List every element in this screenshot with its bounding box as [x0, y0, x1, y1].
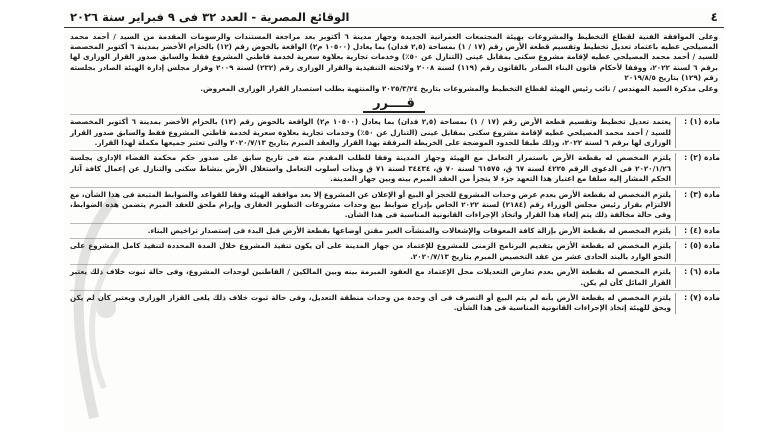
article-text: يلتزم المخصص له بقطعة الأرض بعدم تعارض التعديلات محل الإعتماد مع العقود المبرمة بينه وبين المالكين / القاطنين لوحدات المشروع، وفى حالة ثبوت خلاف ذلك يعتبر القرار المائل كأن لم يكن. [70, 267, 671, 287]
article-text: يعتمد تعديل تخطيط وتقسيم قطعة الأرض رقم (١٧ / ١) بمساحة (٢,٥ فدان) بما يعادل (١٠٥٠٠ م٢) الواقعة بالحوض رقم (١٢) بالحزام الأخضر بمدينة ٦ أكتوبر المخصصة للسيد / أحمد محمد المصيلحي عطيه لإقامة مشروع سكنى بمقابل عينى (التنازل عن ٥٠٪) وخدمات تجارية بعلاوة سعرية لخدمة قاطني المشروع فقط والسابق صدور القرار الوزارى لها برقم ٦ لسنة ٢٠٢٢، وذلك طبقا للحدود الموضحة على الخريطة المرفقة بهذا القرار والعقد المبرم بتاريخ ٢٠٢٠/٧/١٣ والتى تعتبر جميعها مكملة لهذا القرار. [70, 117, 672, 148]
article-label: مادة (٣) : [675, 190, 720, 221]
article-text: يلتزم المخصص له بقطعة الأرض بتقديم البرنامج الزمنى للمشروع للإعتماد من جهاز المدينة على أن يكون تنفيذ المشروع خلال المدة المحددة لتنفيذ كامل المشروع على النحو الوارد بالبند الحادى عشر من عقد التخصيص المبرم بتاريخ ٢٠٢٠/٧/١٣. [70, 241, 671, 261]
preamble [64, 28, 724, 94]
gazette-title: الوقائع المصرية - العدد ٣٢ فى ٩ فبراير سنة ٢٠٢٦ [70, 10, 350, 24]
article-1 [70, 114, 720, 148]
article-label: مادة (١) : [675, 117, 720, 148]
article-label: مادة (٢) : [675, 153, 720, 184]
gazette-page [64, 8, 724, 432]
page-header [64, 8, 724, 28]
article-5 [70, 238, 720, 262]
article-text: يلتزم المخصص له بقطعة الأرض بأنه لم يتم البيع أو التصرف فى أى وحدة من وحدات منطقة التعديل، وفى حالة ثبوت خلاف ذلك يلغى القرار الوزارى ويعتبر كأن لم يكن ويحق للهيئة إتخاذ الإجراءات القانونية المناسبة فى هذا الشأن. [70, 292, 671, 313]
decides-heading: قــــرر [64, 96, 724, 111]
article-label: مادة (٧) : [675, 293, 720, 314]
article-text: يلتزم المخصص له بقطعة الأرض بعدم عرض وحدات المشروع للحجز أو البيع أو الإعلان عن المشروع إلا بعد موافقة الهيئة وفقا للقواعد والضوابط المتبعة فى هذا الشأن، مع الالتزام بقرار رئيس مجلس الوزراء رقم (٢١٨٤) لسنة ٢٠٢٢ الخاص بإدراج ضوابط بيع وحدات مشروعات التطوير العقارى وإبرام ملحق للعقد المبرم يتضمن هذه الضوابط، وفى حالة مخالفة ذلك يتم إلغاء هذا القرار واتخاذ الإجراءات القانونية المناسبة فى هذا الشأن. [70, 189, 671, 220]
articles-list [64, 114, 724, 314]
article-text: يلتزم المخصص له بقطعة الأرض باستمرار التعامل مع الهيئة وجهاز المدينة وفقا للطلب المقدم منه فى تاريخ سابق على صدور حكم محكمة القضاء الإدارى بجلسة ٢٠٢٠/١/٢٦ فى الدعوى الرقم ٤٢٢٥ لسنة ٦٧ ق، ٦١٥٧٥ لسنة ٧٠ ق، ٣٤٤٣٤ لسنة ٧١ ق وبذات أسلوب التعامل واستغلال الأرض بنشاط سكنى والتنازل عن إعمال كافة آثار الحكم المشار إليه سلفا مع اعتبار هذا التعهد جزء لا يتجزأ من العقد المبرم بينه وبين جهاز المدينة. [70, 153, 672, 184]
article-4 [70, 223, 720, 236]
article-label: مادة (٤) : [675, 226, 720, 236]
article-label: مادة (٦) : [675, 267, 720, 288]
article-2 [70, 150, 720, 184]
page-number: ٤ [710, 10, 718, 24]
watermark-emblem-icon [64, 188, 124, 428]
article-label: مادة (٥) : [675, 241, 720, 262]
preamble-paragraph: وعلى الموافقة الفنية لقطاع التخطيط والمشروعات بهيئة المجتمعات العمرانية الجديدة وجهاز مدينة ٦ أكتوبر بعد مراجعة المستندات والرسومات المقدمة من السيد / أحمد محمد المصيلحي عطيه باعتماد تعديل تخطيط وتقسيم قطعة الأرض رقم (١٧ / ١) بمساحة (٢,٥ فدان) بما يعادل (١٠٥٠٠ م٢) الواقعة بالحوض رقم (١٢) بالحزام الأخضر بمدينة ٦ أكتوبر المخصصة للسيد / أحمد محمد المصيلحي عطيه لإقامة مشروع سكنى بمقابل عينى (التنازل عن ٥٠٪) وخدمات تجارية بعلاوة سعرية لخدمة قاطني المشروع فقط والسابق صدور القرار الوزارى لها برقم ٦ لسنة ٢٠٢٢، ووفقا لأحكام قانون البناء الصادر بالقانون رقم (١١٩) لسنة ٢٠٠٨ ولائحته التنفيذية والقرار الوزارى رقم (٢٣٢) لسنة ٢٠٠٩ وقرار مجلس إدارة الهيئة الصادر بجلسته رقم (١٢٩) بتاريخ ٢٠١٩/٨/٥ [70, 32, 719, 82]
article-6 [70, 264, 720, 288]
article-3 [70, 187, 720, 221]
article-7 [70, 290, 720, 314]
preamble-paragraph: وعلى مذكرة السيد المهندس / نائب رئيس الهيئة لقطاع التخطيط والمشروعات بتاريخ ٢٠٢٥/٣/٢٤ والمنتهية بطلب استصدار القرار الوزارى المعروض. [200, 84, 718, 94]
article-text: يلتزم المخصص له بقطعة الأرض بإزالة كافة المعوقات والإشغالات والمنشآت الغير مقنن أوضاعها بقطعة الأرض قبل البدء فى إستصدار تراخيص البناء. [147, 225, 671, 235]
